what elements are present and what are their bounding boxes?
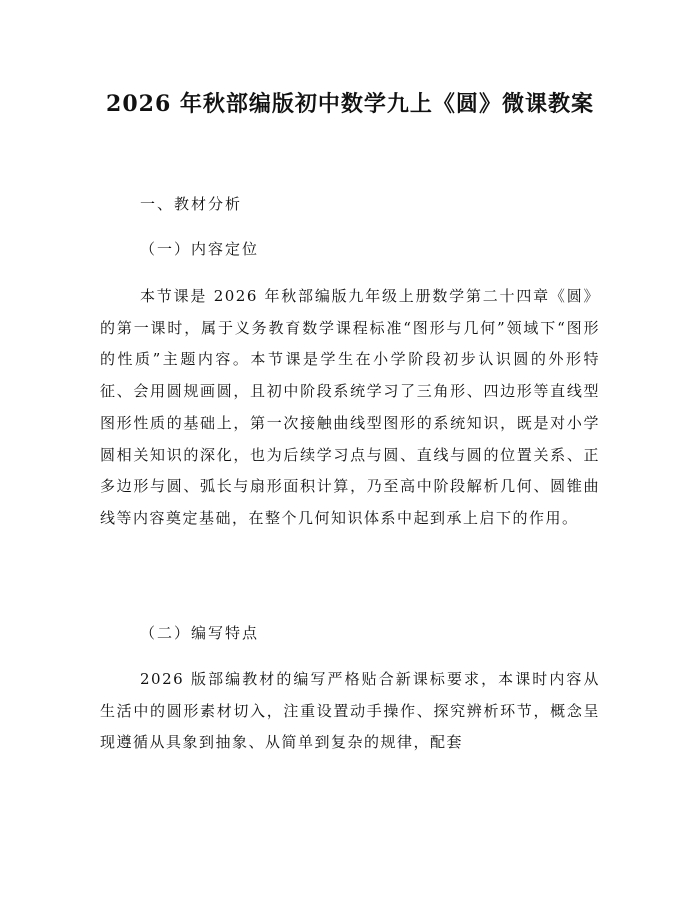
paragraph-content-positioning: 本节课是 2026 年秋部编版九年级上册数学第二十四章《圆》的第一课时，属于义务教育数学课程标准“图形与几何”领域下“图形的性质”主题内容。本节课是学生在小学阶段初步认识圆的外形特征、会用圆规画圆，且初中阶段系统学习了三角形、四边形等直线型图形性质的基础上，第一次接触曲线型图形的系统知识，既是对小学圆相关知识的深化，也为后续学习点与圆、直线与圆的位置关系、正多边形与圆、弧长与扇形面积计算，乃至高中阶段解析几何、圆锥曲线等内容奠定基础，在整个几何知识体系中起到承上启下的作用。 [100,287,600,527]
subsection-heading-writing-features: （二）编写特点 [140,624,260,642]
document-title: 2026 年秋部编版初中数学九上《圆》微课教案 [106,91,594,117]
paragraph-writing-features: 2026 版部编教材的编写严格贴合新课标要求，本课时内容从生活中的圆形素材切入，注重设置动手操作、探究辨析环节，概念呈现遵循从具象到抽象、从简单到复杂的规律，配套 [100,670,600,752]
section-heading-textbook-analysis: 一、教材分析 [140,195,243,213]
subsection-heading-content-positioning: （一）内容定位 [140,240,260,258]
